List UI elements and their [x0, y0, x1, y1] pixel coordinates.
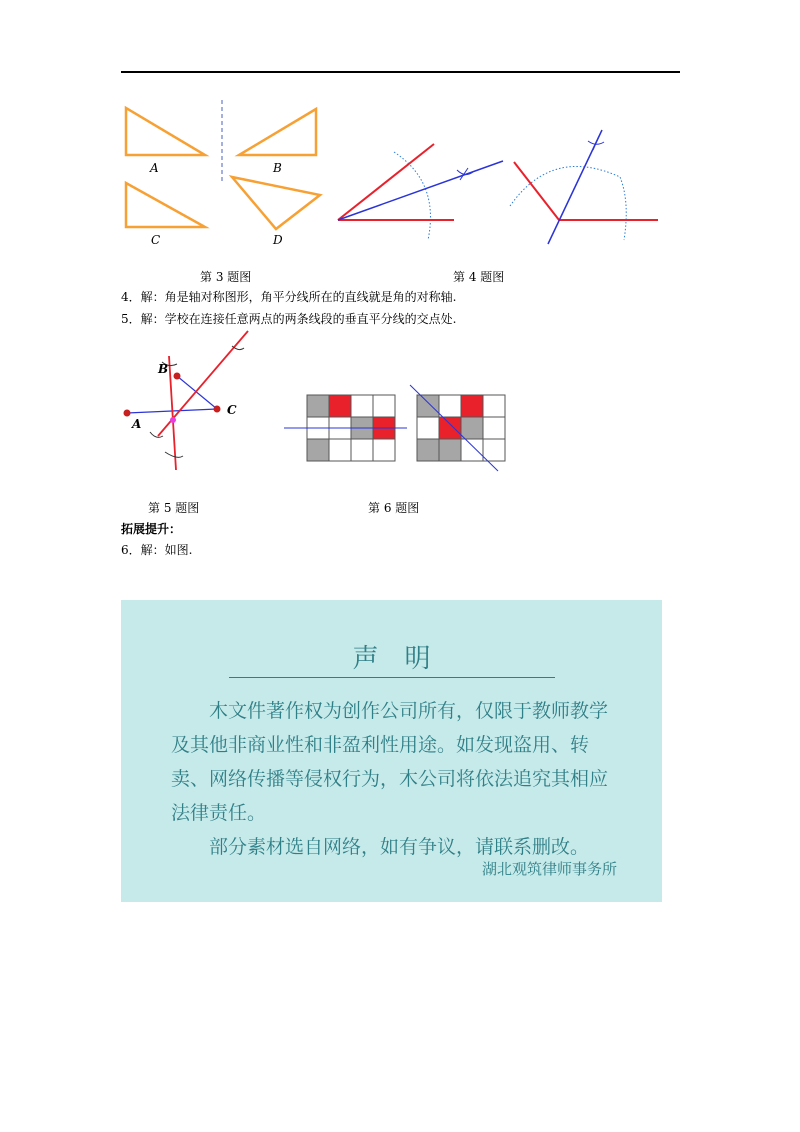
bisector-left	[338, 161, 503, 220]
point-b	[174, 373, 181, 380]
label-b: B	[158, 362, 169, 376]
figure-6	[280, 383, 510, 473]
cross-mark-left	[457, 168, 473, 180]
answer-q6: 6．解：如图.	[121, 543, 193, 557]
triangle-c	[126, 183, 205, 227]
label-c: C	[227, 403, 237, 417]
header-rule	[121, 71, 680, 73]
label-b: B	[273, 161, 282, 175]
notice-divider	[229, 677, 555, 678]
school-point	[170, 417, 176, 423]
figure-3	[115, 98, 330, 253]
notice-box	[121, 600, 662, 902]
label-a: A	[150, 161, 159, 175]
label-a: A	[132, 417, 142, 431]
notice-paragraph-1: 木文件著作权为创作公司所有，仅限于教师教学及其他非商业性和非盈利性用途。如发现盗用、转卖、网络传播等侵权行为，木公司将依法追究其相应法律责任。	[171, 700, 609, 824]
answer-q5: 5．解：学校在连接任意两点的两条线段的垂直平分线的交点处.	[121, 312, 457, 326]
fig3-caption: 第 3 题图	[200, 270, 252, 284]
point-a	[124, 410, 131, 417]
fig5-caption: 第 5 题图	[148, 501, 200, 515]
answer-q4: 4．解：角是轴对称图形，角平分线所在的直线就是角的对称轴.	[121, 290, 457, 304]
fig6-caption: 第 6 题图	[368, 501, 420, 515]
notice-title: 声 明	[352, 644, 431, 674]
notice-signature: 湖北观筑律师事务所	[481, 860, 617, 878]
ray-left-upper	[338, 144, 434, 220]
section-title: 拓展提升：	[121, 522, 182, 536]
point-c	[214, 406, 221, 413]
label-c: C	[151, 233, 161, 247]
label-d: D	[273, 233, 283, 247]
notice-paragraph-2: 部分素材选自网络，如有争议，请联系删改。	[209, 836, 590, 858]
triangle-d	[232, 177, 320, 229]
arc-left	[394, 152, 430, 240]
figure-4	[320, 122, 665, 248]
segment-bc	[177, 376, 217, 409]
fig4-caption: 第 4 题图	[453, 270, 505, 284]
figure-5	[120, 328, 255, 473]
ray-right-upper	[514, 162, 559, 220]
triangle-b	[239, 109, 316, 155]
notice-body	[171, 694, 621, 864]
bisector-1	[169, 356, 176, 470]
cross-mark-right	[588, 136, 604, 150]
triangle-a	[126, 108, 205, 155]
